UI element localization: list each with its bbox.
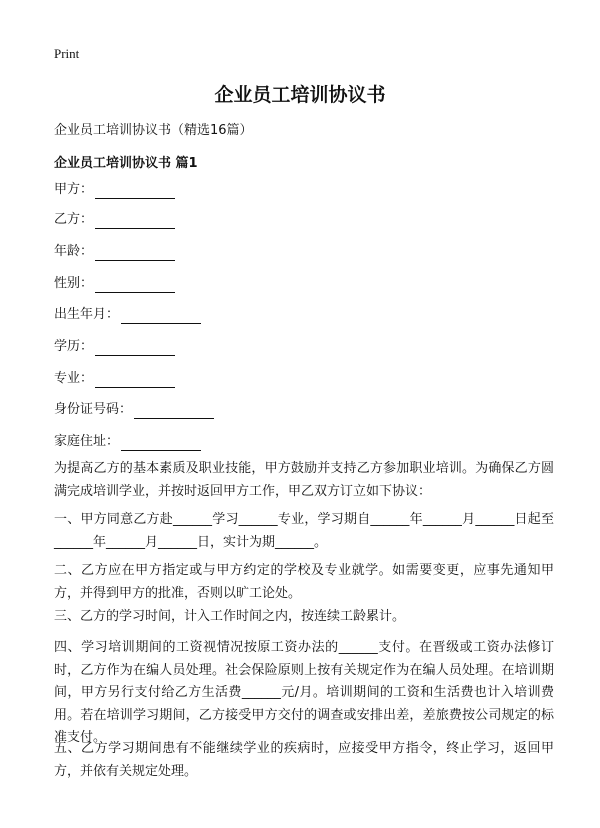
print-label: Print: [54, 46, 80, 61]
fill-blank: [121, 310, 201, 324]
field-label: 出生年月：: [54, 307, 120, 322]
field-label: 身份证号码：: [54, 402, 133, 417]
fill-blank: [95, 247, 175, 261]
fill-blank: [95, 374, 175, 388]
section-heading: 企业员工培训协议书 篇1: [54, 156, 198, 171]
field-label: 年龄：: [54, 244, 94, 259]
field-home-address: [54, 433, 201, 451]
fill-blank: [95, 185, 175, 199]
paragraph-clause-3: 三、乙方的学习时间，计入工作时间之内，按连续工龄累计。: [54, 609, 406, 624]
field-label: 学历：: [54, 339, 94, 354]
paragraph-clause-1: 一、甲方同意乙方赴______学习______专业，学习期自______年______月______日起至______年______月______日，实计为期______。: [54, 512, 554, 550]
field-id-number: [54, 401, 214, 419]
document-subtitle: 企业员工培训协议书（精选16篇）: [54, 123, 253, 138]
field-label: 乙方：: [54, 212, 94, 227]
paragraph-clause-4: 四、学习培训期间的工资视情况按原工资办法的______支付。在晋级或工资办法修订时，乙方作为在编人员处理。社会保险原则上按有关规定作为在编人员处理。在培训期间，甲方另行支付给乙方生活费______元/月。培训期间的工资和生活费也计入培训费用。若在培训学习期间，乙方接受甲方交付的调查或安排出差，差旅费按公司规定的标准支付。: [54, 640, 554, 745]
paragraph-clause-2: 二、乙方应在甲方指定或与甲方约定的学校及专业就学。如需要变更，应事先通知甲方，并得到甲方的批准，否则以旷工论处。: [54, 563, 554, 601]
field-label: 性别：: [54, 276, 94, 291]
field-age: [54, 243, 175, 261]
field-education: [54, 338, 175, 356]
field-party-b: [54, 211, 175, 229]
field-label: 甲方：: [54, 182, 94, 197]
field-label: 专业：: [54, 371, 94, 386]
fill-blank: [95, 279, 175, 293]
field-gender: [54, 275, 175, 293]
fill-blank: [121, 437, 201, 451]
field-label: 家庭住址：: [54, 434, 120, 449]
field-birth-date: [54, 306, 201, 324]
field-major: [54, 370, 175, 388]
paragraph-intro: 为提高乙方的基本素质及职业技能，甲方鼓励并支持乙方参加职业培训。为确保乙方圆满完成培训学业，并按时返回甲方工作，甲乙双方订立如下协议：: [54, 461, 554, 499]
document-title: 企业员工培训协议书: [214, 84, 386, 106]
fill-blank: [134, 405, 214, 419]
field-party-a: [54, 181, 175, 199]
fill-blank: [95, 342, 175, 356]
paragraph-clause-5: 五、乙方学习期间患有不能继续学业的疾病时，应接受甲方指令，终止学习，返回甲方，并依有关规定处理。: [54, 741, 554, 779]
fill-blank: [95, 215, 175, 229]
